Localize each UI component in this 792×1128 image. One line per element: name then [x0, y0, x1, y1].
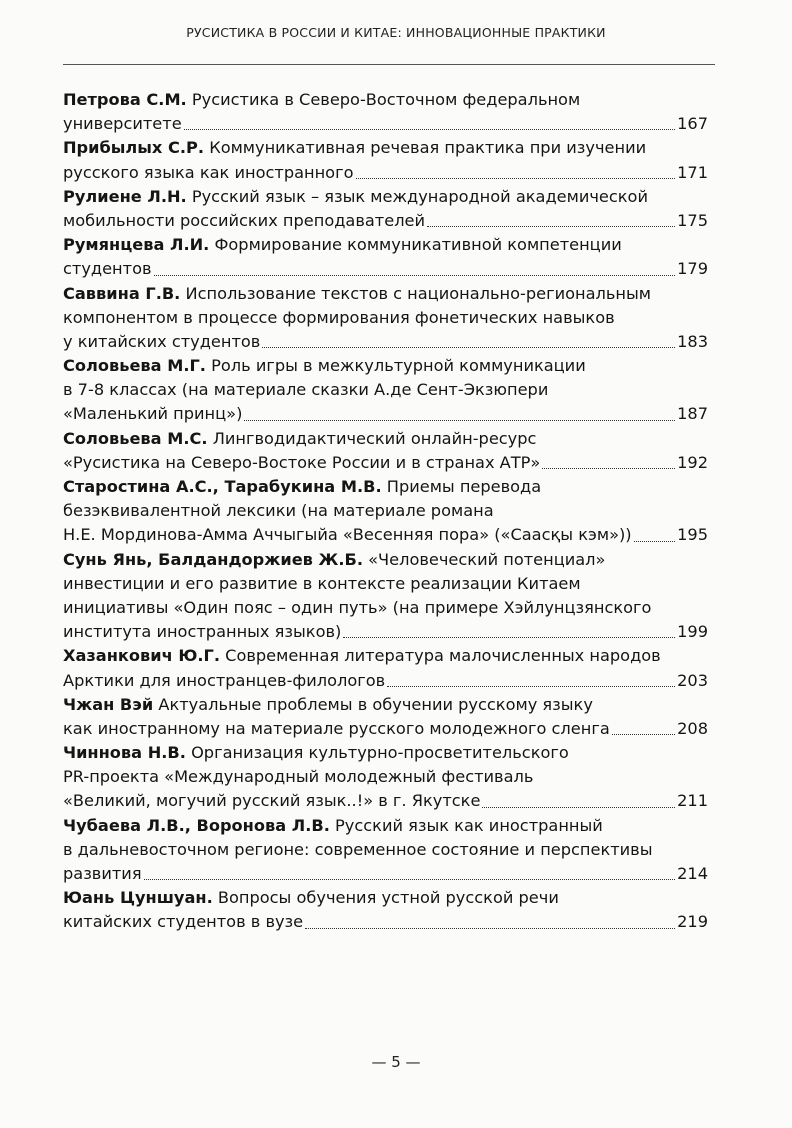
toc-author: Сунь Янь, Балдандоржиев Ж.Б.: [63, 549, 363, 569]
page-number: — 5 —: [371, 1053, 421, 1071]
toc-page-number[interactable]: 214: [677, 864, 708, 883]
toc-author: Соловьева М.Г.: [63, 356, 206, 376]
running-header: РУСИСТИКА В РОССИИ И КИТАЕ: ИННОВАЦИОННЫЕ ПРАКТИКИ: [186, 25, 606, 40]
toc-entry[interactable]: [63, 185, 708, 233]
toc-entry[interactable]: [63, 644, 708, 692]
toc-page-number[interactable]: 192: [677, 452, 708, 472]
dot-leader: [343, 637, 675, 638]
dot-leader: [356, 178, 676, 179]
toc-line-text: [63, 910, 303, 934]
toc-title-text: как иностранному на материале русского молодежного сленга: [63, 718, 610, 738]
toc-page-number[interactable]: 183: [677, 331, 708, 351]
toc-line: [63, 717, 708, 741]
toc-author: Чжан Вэй: [63, 694, 154, 714]
toc-line: [63, 620, 708, 644]
toc-page-number[interactable]: 219: [677, 912, 708, 932]
dot-leader: [387, 686, 675, 687]
toc-title-text: Вопросы обучения устной русской речи: [217, 888, 559, 908]
toc-title-text: Приемы перевода: [386, 477, 542, 496]
toc-title-text: развития: [63, 864, 142, 883]
toc-title-text: Формирование коммуникативной компетенции: [214, 235, 622, 255]
toc-title-text: инвестиции и его развитие в контексте реализации Китаем: [63, 573, 581, 593]
toc-title-text: Роль игры в межкультурной коммуникации: [211, 356, 586, 376]
toc-line-text: [63, 257, 152, 281]
toc-line: [63, 838, 708, 862]
toc-title-text: в 7-8 классах (на материале сказки А.де Сент-Экзюпери: [63, 380, 549, 400]
toc-entry[interactable]: [63, 886, 708, 934]
toc-author: Рулиене Л.Н.: [63, 186, 187, 206]
toc-author: Петрова С.М.: [63, 90, 187, 109]
toc-page-number[interactable]: 211: [677, 791, 708, 811]
toc-page-number[interactable]: 208: [677, 718, 708, 738]
toc-line-text: [63, 402, 242, 426]
toc-line-text: [63, 717, 610, 741]
toc-title-text: русского языка как иностранного: [63, 162, 354, 182]
toc-page-number[interactable]: 195: [677, 525, 708, 545]
dot-leader: [542, 468, 675, 469]
toc-title-text: студентов: [63, 259, 152, 279]
toc-entry[interactable]: [63, 741, 708, 814]
dot-leader: [262, 347, 675, 348]
header-rule: [63, 64, 715, 65]
dot-leader: [634, 541, 675, 542]
toc-entry[interactable]: [63, 88, 708, 136]
toc-title-text: Н.Е. Мординова-Амма Аччыгыйа «Весенняя пора» («Саасқы кэм»)): [63, 525, 632, 545]
toc-title-text: инициативы «Один пояс – один путь» (на примере Хэйлунцзянского: [63, 597, 652, 617]
toc-entry[interactable]: [63, 136, 708, 184]
toc-title-text: китайских студентов в вузе: [63, 912, 304, 932]
toc-line-text: [63, 620, 341, 644]
toc-line-text: [63, 209, 425, 233]
toc-line-text: [63, 789, 480, 813]
toc-line: [63, 161, 708, 185]
toc-entry[interactable]: [63, 427, 708, 475]
dot-leader: [427, 226, 675, 227]
toc-title-text: Русский язык как иностранный: [335, 815, 603, 835]
toc-line: [63, 548, 708, 572]
dot-leader: [184, 129, 675, 130]
toc-author: Старостина А.С., Тарабукина М.В.: [63, 477, 382, 496]
toc-page-number[interactable]: 167: [677, 114, 708, 134]
toc-line: [63, 402, 708, 426]
toc-line: [63, 669, 708, 693]
toc-title-text: мобильности российских преподавателей: [63, 210, 426, 230]
toc-line: [63, 306, 708, 330]
toc-line-text: [63, 451, 540, 475]
toc-title-text: института иностранных языков): [63, 622, 342, 642]
toc-line: [63, 814, 708, 838]
dot-leader: [612, 734, 675, 735]
toc-line: [63, 88, 708, 112]
dot-leader: [154, 275, 676, 276]
toc-title-text: безэквивалентной лексики (на материале романа: [63, 501, 494, 521]
toc-line-text: [63, 523, 632, 547]
toc-line: [63, 596, 708, 620]
toc-author: Хазанкович Ю.Г.: [63, 646, 220, 666]
toc-line: [63, 209, 708, 233]
toc-title-text: компонентом в процессе формирования фонетических навыков: [63, 307, 615, 327]
toc-line: [63, 523, 708, 547]
toc-page-number[interactable]: 187: [677, 404, 708, 424]
toc-title-text: Лингводидактический онлайн-ресурс: [212, 428, 537, 448]
toc-line: [63, 910, 708, 934]
toc-entry[interactable]: [63, 548, 708, 645]
toc-line: [63, 112, 708, 136]
toc-title-text: «Русистика на Северо-Востоке России и в странах АТР»: [63, 452, 541, 472]
toc-line: [63, 499, 708, 523]
toc-line: [63, 378, 708, 402]
toc-author: Юань Цуншуан.: [63, 888, 213, 908]
toc-line-text: [63, 330, 260, 354]
toc-line: [63, 354, 708, 378]
toc-title-text: университете: [63, 114, 182, 134]
toc-line: [63, 282, 708, 306]
toc-line: [63, 862, 708, 886]
toc-author: Чиннова Н.В.: [63, 743, 186, 763]
dot-leader: [144, 879, 676, 880]
toc-author: Соловьева М.С.: [63, 428, 208, 448]
toc-line: [63, 693, 708, 717]
dot-leader: [305, 928, 675, 929]
toc-title-text: Коммуникативная речевая практика при изучении: [209, 138, 647, 158]
toc-author: Румянцева Л.И.: [63, 235, 210, 255]
toc-title-text: Использование текстов с национально-региональным: [185, 283, 651, 303]
toc-line: [63, 136, 708, 160]
toc-line-text: [63, 862, 142, 886]
toc-line: [63, 233, 708, 257]
toc-line-text: [63, 669, 385, 693]
toc-page-number[interactable]: 199: [677, 622, 708, 642]
toc-title-text: у китайских студентов: [63, 331, 261, 351]
toc-line: [63, 185, 708, 209]
toc-entry[interactable]: [63, 475, 708, 548]
toc-line-text: [63, 112, 182, 136]
toc-entry[interactable]: [63, 693, 708, 741]
toc-entry[interactable]: [63, 354, 708, 427]
toc-page-number[interactable]: 179: [677, 259, 708, 279]
toc-line: [63, 644, 708, 668]
toc-line-text: [63, 161, 354, 185]
toc-title-text: Русский язык – язык международной академической: [191, 186, 648, 206]
toc-title-text: Актуальные проблемы в обучении русскому языку: [158, 694, 593, 714]
toc-page-number[interactable]: 175: [677, 210, 708, 230]
toc-title-text: в дальневосточном регионе: современное состояние и перспективы: [63, 839, 653, 859]
toc-page-number[interactable]: 171: [677, 162, 708, 182]
toc-title-text: Русистика в Северо-Восточном федеральном: [191, 90, 581, 109]
toc-line: [63, 451, 708, 475]
toc-line: [63, 765, 708, 789]
toc-line: [63, 741, 708, 765]
toc-entry[interactable]: [63, 233, 708, 281]
dot-leader: [482, 807, 675, 808]
toc-title-text: Арктики для иностранцев-филологов: [63, 670, 386, 690]
toc-page-number[interactable]: 203: [677, 670, 708, 690]
dot-leader: [244, 420, 675, 421]
toc-author: Саввина Г.В.: [63, 283, 181, 303]
toc-title-text: «Маленький принц»): [63, 404, 243, 424]
toc-author: Прибылых С.Р.: [63, 138, 205, 158]
toc-author: Чубаева Л.В., Воронова Л.В.: [63, 815, 330, 835]
toc-title-text: «Великий, могучий русский язык..!» в г. Якутске: [63, 791, 481, 811]
toc-line: [63, 572, 708, 596]
toc-title-text: Организация культурно-просветительского: [191, 743, 569, 763]
toc-entry[interactable]: [63, 282, 708, 355]
toc-entry[interactable]: [63, 814, 708, 887]
toc-title-text: «Человеческий потенциал»: [368, 549, 606, 569]
toc-line: [63, 789, 708, 813]
table-of-contents: [63, 88, 708, 935]
toc-line: [63, 427, 708, 451]
toc-line: [63, 886, 708, 910]
toc-line: [63, 330, 708, 354]
toc-line: [63, 475, 708, 499]
toc-title-text: Современная литература малочисленных народов: [225, 646, 661, 666]
toc-line: [63, 257, 708, 281]
toc-title-text: PR-проекта «Международный молодежный фестиваль: [63, 767, 534, 787]
